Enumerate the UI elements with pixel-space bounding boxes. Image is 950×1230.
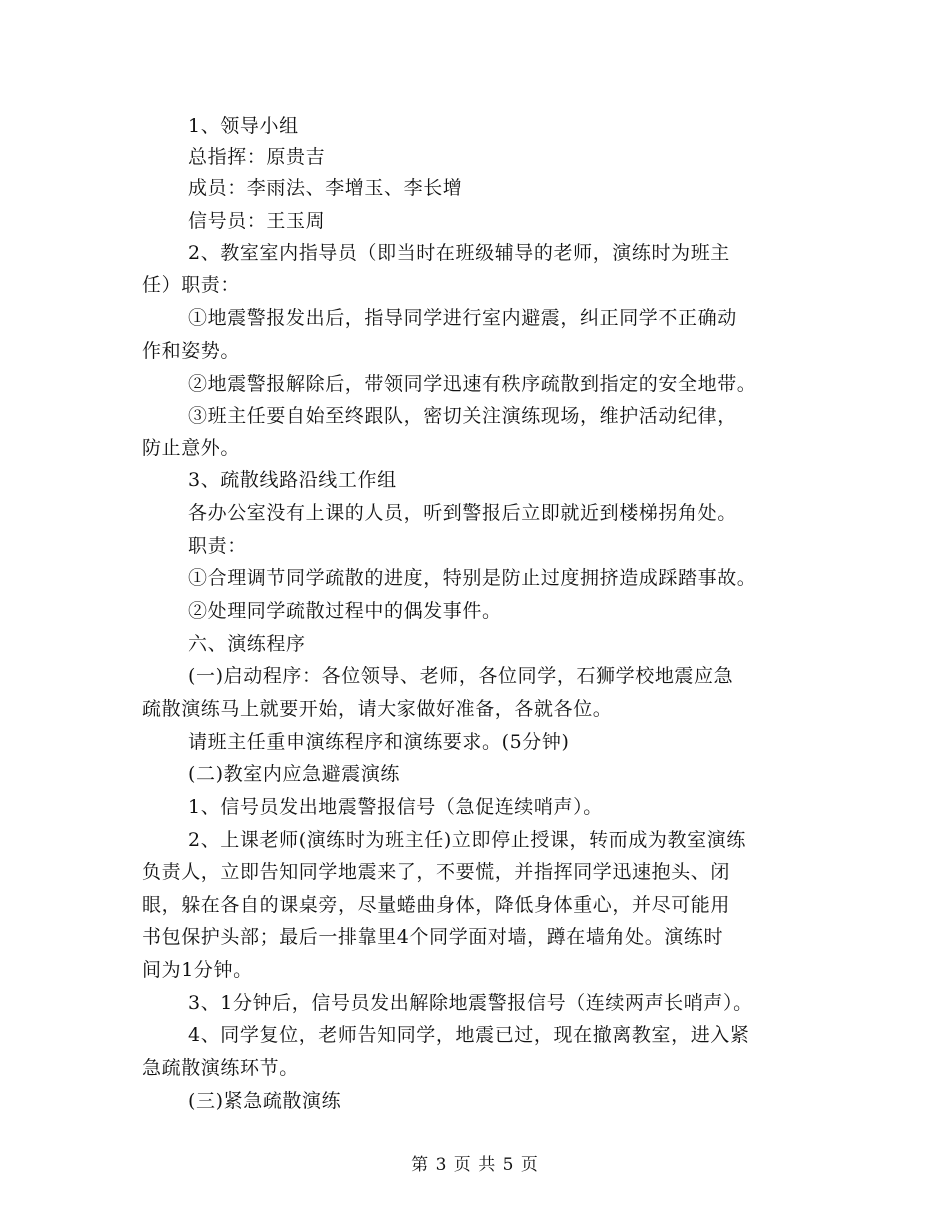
line-classroom-instructor: 2、教室室内指导员（即当时在班级辅导的老师，演练时为班主 — [188, 242, 730, 264]
page-number-footer: 第 3 页 共 5 页 — [411, 1155, 539, 1175]
line-duty-3-cont: 防止意外。 — [142, 437, 241, 459]
line-commander: 总指挥：原贵吉 — [188, 146, 326, 168]
line-duty-1-cont: 作和姿势。 — [142, 340, 241, 362]
line-drill-step-3: 3、1分钟后，信号员发出解除地震警报信号（连续两声长哨声）。 — [188, 992, 753, 1014]
line-teacher-reiterate: 请班主任重申演练程序和演练要求。(5分钟) — [188, 731, 570, 753]
line-duty-3: ③班主任要自始至终跟队，密切关注演练现场，维护活动纪律， — [188, 405, 737, 427]
line-drill-step-2-cont-1: 负责人，立即告知同学地震来了，不要慌，并指挥同学迅速抱头、闭 — [142, 861, 731, 883]
line-office-staff: 各办公室没有上课的人员，听到警报后立即就近到楼梯拐角处。 — [188, 502, 737, 524]
line-drill-step-4: 4、同学复位，老师告知同学，地震已过，现在撤离教室，进入紧 — [188, 1024, 750, 1046]
line-duty-2: ②地震警报解除后，带领同学迅速有秩序疏散到指定的安全地带。 — [188, 373, 757, 395]
line-duty-1: ①地震警报发出后，指导同学进行室内避震，纠正同学不正确动 — [188, 307, 737, 329]
line-start-procedure-cont: 疏散演练马上就要开始，请大家做好准备，各就各位。 — [142, 698, 613, 720]
line-duties-label: 职责： — [188, 535, 247, 557]
line-route-duty-2: ②处理同学疏散过程中的偶发事件。 — [188, 600, 502, 622]
line-drill-step-4-cont: 急疏散演练环节。 — [142, 1057, 299, 1079]
line-route-duty-1: ①合理调节同学疏散的进度，特别是防止过度拥挤造成踩踏事故。 — [188, 567, 757, 589]
line-drill-step-2-cont-4: 间为1分钟。 — [142, 959, 253, 981]
line-drill-step-2-cont-3: 书包保护头部；最后一排靠里4个同学面对墙，蹲在墙角处。演练时 — [142, 926, 724, 948]
line-leadership-group: 1、领导小组 — [188, 115, 299, 137]
line-evacuation-route-group: 3、疏散线路沿线工作组 — [188, 469, 397, 491]
line-signal-officer: 信号员：王玉周 — [188, 210, 326, 232]
line-drill-step-1: 1、信号员发出地震警报信号（急促连续哨声）。 — [188, 796, 603, 818]
line-drill-step-2: 2、上课老师(演练时为班主任)立即停止授课，转而成为教室演练 — [188, 829, 746, 851]
line-classroom-drill: (二)教室内应急避震演练 — [188, 763, 401, 785]
line-drill-step-2-cont-2: 眼，躲在各自的课桌旁，尽量蜷曲身体，降低身体重心，并尽可能用 — [142, 894, 731, 916]
line-classroom-instructor-cont: 任）职责： — [142, 274, 241, 296]
line-members: 成员：李雨法、李增玉、李长增 — [188, 177, 463, 199]
line-section-six: 六、演练程序 — [188, 633, 306, 655]
line-start-procedure: (一)启动程序：各位领导、老师，各位同学，石狮学校地震应急 — [188, 665, 734, 687]
line-emergency-evacuation: (三)紧急疏散演练 — [188, 1090, 342, 1112]
